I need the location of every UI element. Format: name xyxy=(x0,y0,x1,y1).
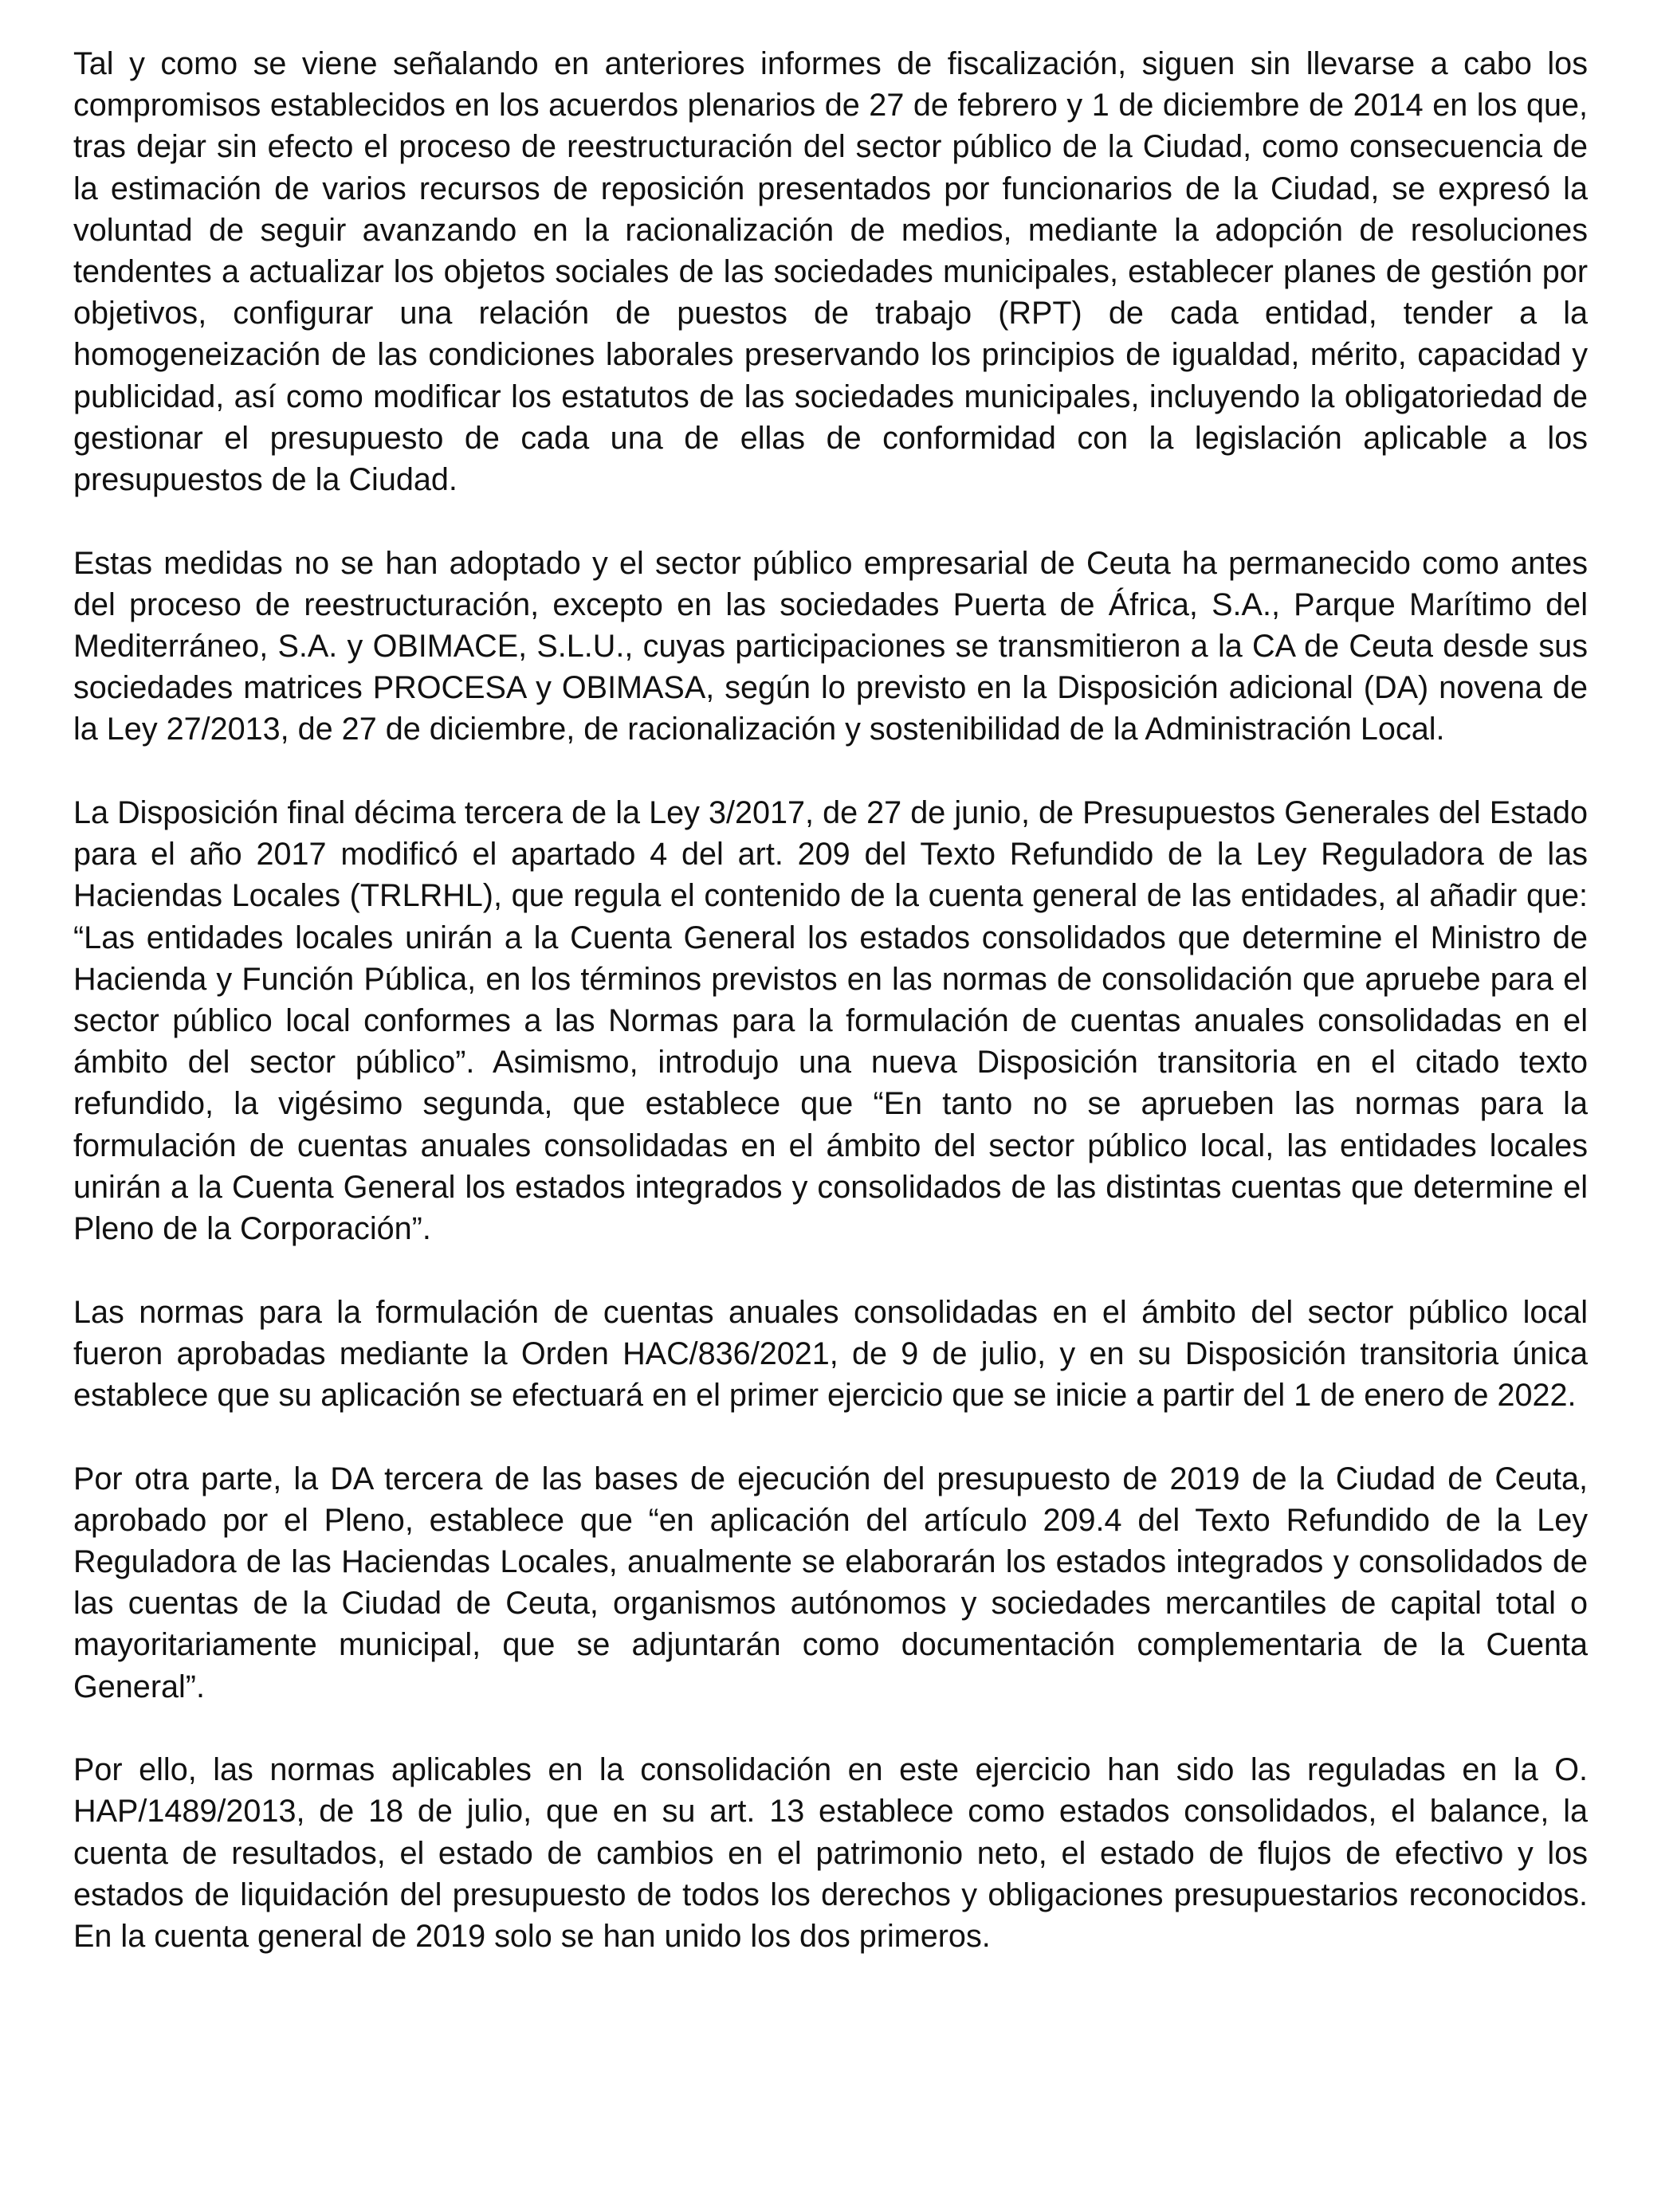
paragraph-6: Por ello, las normas aplicables en la consolidación en este ejercicio han sido las reguladas en la O. HAP/1489/2013, de 18 de julio, que en su art. 13 establece como estados consolidados, el balance, la cuenta de resultados, el estado de cambios en el patrimonio neto, el estado de flujos de efectivo y los estados de liquidación del presupuesto de todos los derechos y obligaciones presupuestarios reconocidos. En la cuenta general de 2019 solo se han unido los dos primeros. xyxy=(73,1752,1588,1955)
document-page xyxy=(73,43,1588,1999)
paragraph-2: Estas medidas no se han adoptado y el sector público empresarial de Ceuta ha permanecido como antes del proceso de reestructuración, excepto en las sociedades Puerta de África, S.A., Parque Marítimo del Mediterráneo, S.A. y OBIMACE, S.L.U., cuyas participaciones se transmitieron a la CA de Ceuta desde sus sociedades matrices PROCESA y OBIMASA, según lo previsto en la Disposición adicional (DA) novena de la Ley 27/2013, de 27 de diciembre, de racionalización y sostenibilidad de la Administración Local. xyxy=(73,545,1588,747)
paragraph-4: Las normas para la formulación de cuentas anuales consolidadas en el ámbito del sector público local fueron aprobadas mediante la Orden HAC/836/2021, de 9 de julio, y en su Disposición transitoria única establece que su aplicación se efectuará en el primer ejercicio que se inicie a partir del 1 de enero de 2022. xyxy=(73,1294,1588,1414)
paragraph-1: Tal y como se viene señalando en anteriores informes de fiscalización, siguen sin llevarse a cabo los compromisos establecidos en los acuerdos plenarios de 27 de febrero y 1 de diciembre de 2014 en los que, tras dejar sin efecto el proceso de reestructuración del sector público de la Ciudad, como consecuencia de la estimación de varios recursos de reposición presentados por funcionarios de la Ciudad, se expresó la voluntad de seguir avanzando en la racionalización de medios, mediante la adopción de resoluciones tendentes a actualizar los objetos sociales de las sociedades municipales, establecer planes de gestión por objetivos, configurar una relación de puestos de trabajo (RPT) de cada entidad, tender a la homogeneización de las condiciones laborales preservando los principios de igualdad, mérito, capacidad y publicidad, así como modificar los estatutos de las sociedades municipales, incluyendo la obligatoriedad de gestionar el presupuesto de cada una de ellas de conformidad con la legislación aplicable a los presupuestos de la Ciudad. xyxy=(73,46,1588,498)
paragraph-5: Por otra parte, la DA tercera de las bases de ejecución del presupuesto de 2019 de la Ciudad de Ceuta, aprobado por el Pleno, establece que “en aplicación del artículo 209.4 del Texto Refundido de la Ley Reguladora de las Haciendas Locales, anualmente se elaborarán los estados integrados y consolidados de las cuentas de la Ciudad de Ceuta, organismos autónomos y sociedades mercantiles de capital total o mayoritariamente municipal, que se adjuntarán como documentación complementaria de la Cuenta General”. xyxy=(73,1461,1588,1704)
paragraph-3: La Disposición final décima tercera de la Ley 3/2017, de 27 de junio, de Presupuestos Generales del Estado para el año 2017 modificó el apartado 4 del art. 209 del Texto Refundido de la Ley Reguladora de las Haciendas Locales (TRLRHL), que regula el contenido de la cuenta general de las entidades, al añadir que: “Las entidades locales unirán a la Cuenta General los estados consolidados que determine el Ministro de Hacienda y Función Pública, en los términos previstos en las normas de consolidación que apruebe para el sector público local conformes a las Normas para la formulación de cuentas anuales consolidadas en el ámbito del sector público”. Asimismo, introdujo una nueva Disposición transitoria en el citado texto refundido, la vigésimo segunda, que establece que “En tanto no se aprueben las normas para la formulación de cuentas anuales consolidadas en el ámbito del sector público local, las entidades locales unirán a la Cuenta General los estados integrados y consolidados de las distintas cuentas que determine el Pleno de la Corporación”. xyxy=(73,795,1588,1247)
